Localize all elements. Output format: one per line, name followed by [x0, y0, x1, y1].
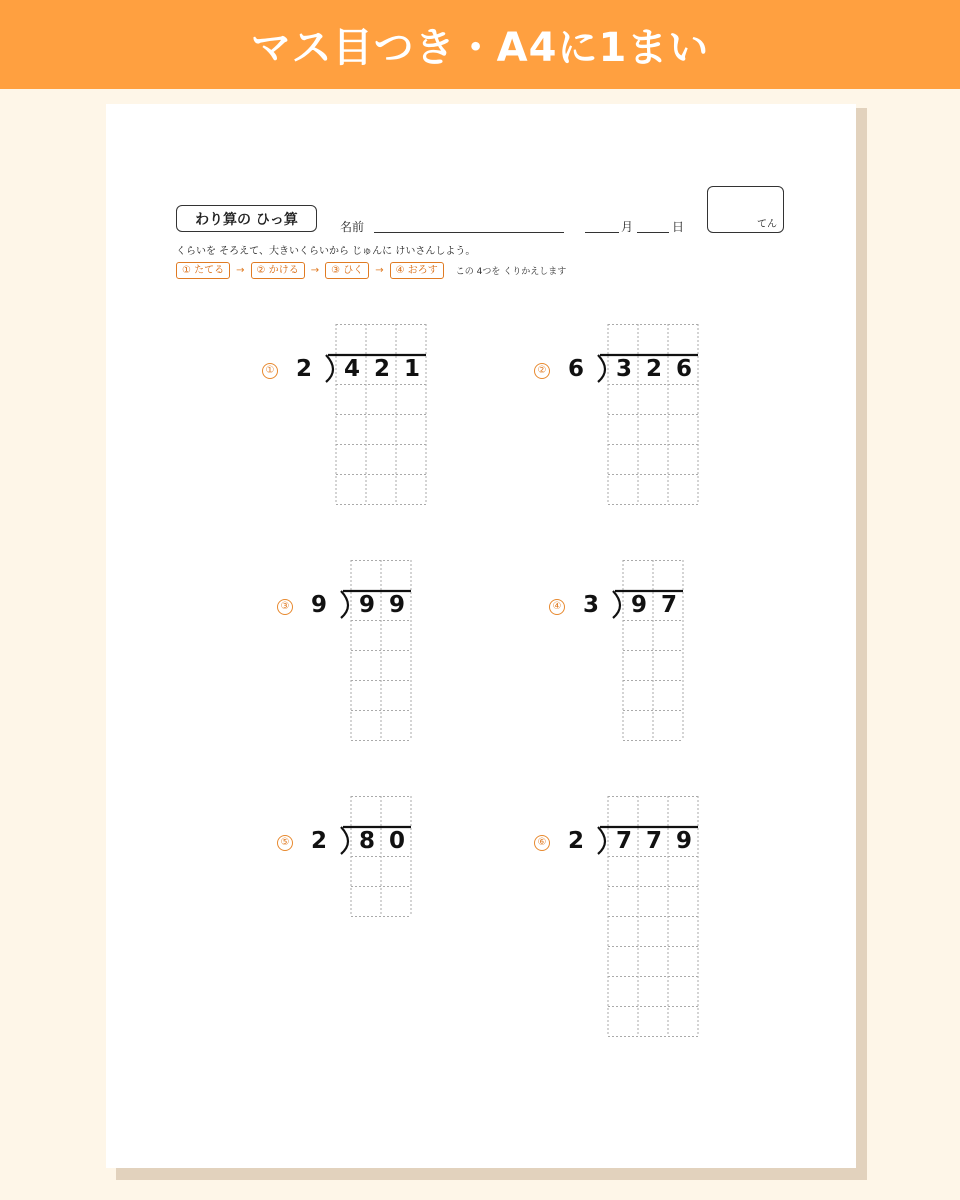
answer-grid — [321, 796, 421, 918]
answer-grid — [593, 560, 693, 742]
divisor: 6 — [568, 356, 585, 382]
month-field-line — [585, 232, 619, 233]
dividend-digit: 7 — [616, 828, 633, 854]
dividend-digit: 9 — [389, 592, 406, 618]
division-bracket — [598, 827, 605, 854]
arrow-icon: → — [236, 265, 245, 276]
dividend-digit: 9 — [359, 592, 376, 618]
divisor: 3 — [583, 592, 600, 618]
dividend-digit: 7 — [646, 828, 663, 854]
divisor: 2 — [296, 356, 313, 382]
division-bracket — [341, 591, 348, 618]
divisor: 2 — [311, 828, 328, 854]
dividend-digit: 0 — [389, 828, 406, 854]
answer-grid — [306, 324, 436, 506]
problem-number: ⑥ — [534, 835, 550, 851]
dividend-digit: 2 — [374, 356, 391, 382]
name-field-line — [374, 232, 564, 233]
step-badge: ① たてる — [176, 262, 230, 279]
steps-row — [176, 262, 566, 279]
dividend-digit: 7 — [661, 592, 678, 618]
arrow-icon: → — [310, 265, 320, 276]
instruction-text: くらいを そろえて、大きいくらいから じゅんに けいさんしよう。 — [176, 246, 476, 257]
division-bracket — [326, 355, 333, 382]
arrow-icon: → — [375, 265, 384, 276]
problem-number: ① — [262, 363, 278, 379]
answer-grid — [321, 560, 421, 742]
division-bracket — [341, 827, 348, 854]
step-badge: ② かける — [251, 262, 305, 279]
division-bracket — [613, 591, 620, 618]
worksheet-title: わり算の ひっ算 — [176, 205, 317, 232]
division-bracket — [598, 355, 605, 382]
score-label: てん — [757, 219, 777, 230]
problem-number: ⑤ — [277, 835, 293, 851]
day-field-line — [637, 232, 669, 233]
dividend-digit: 4 — [344, 356, 361, 382]
dividend-digit: 2 — [646, 356, 663, 382]
problem-number: ② — [534, 363, 550, 379]
dividend-digit: 8 — [359, 828, 376, 854]
name-label: 名前 — [340, 220, 365, 234]
day-label: 日 — [672, 220, 685, 234]
header-banner — [0, 0, 960, 89]
dividend-digit: 1 — [404, 356, 421, 382]
dividend-digit: 3 — [616, 356, 633, 382]
repeat-note: この 4つを くりかえします — [455, 267, 567, 277]
divisor: 9 — [311, 592, 328, 618]
step-badge: ③ ひく — [325, 262, 369, 279]
month-label: 月 — [621, 220, 634, 234]
dividend-digit: 9 — [631, 592, 648, 618]
problem-number: ③ — [277, 599, 293, 615]
banner-title: マス目つき・A4に1まい — [250, 25, 710, 71]
score-box — [707, 186, 784, 233]
divisor: 2 — [568, 828, 585, 854]
answer-grid — [578, 324, 708, 506]
dividend-digit: 6 — [676, 356, 693, 382]
step-badge: ④ おろす — [390, 262, 444, 279]
dividend-digit: 9 — [676, 828, 693, 854]
problem-number: ④ — [549, 599, 565, 615]
